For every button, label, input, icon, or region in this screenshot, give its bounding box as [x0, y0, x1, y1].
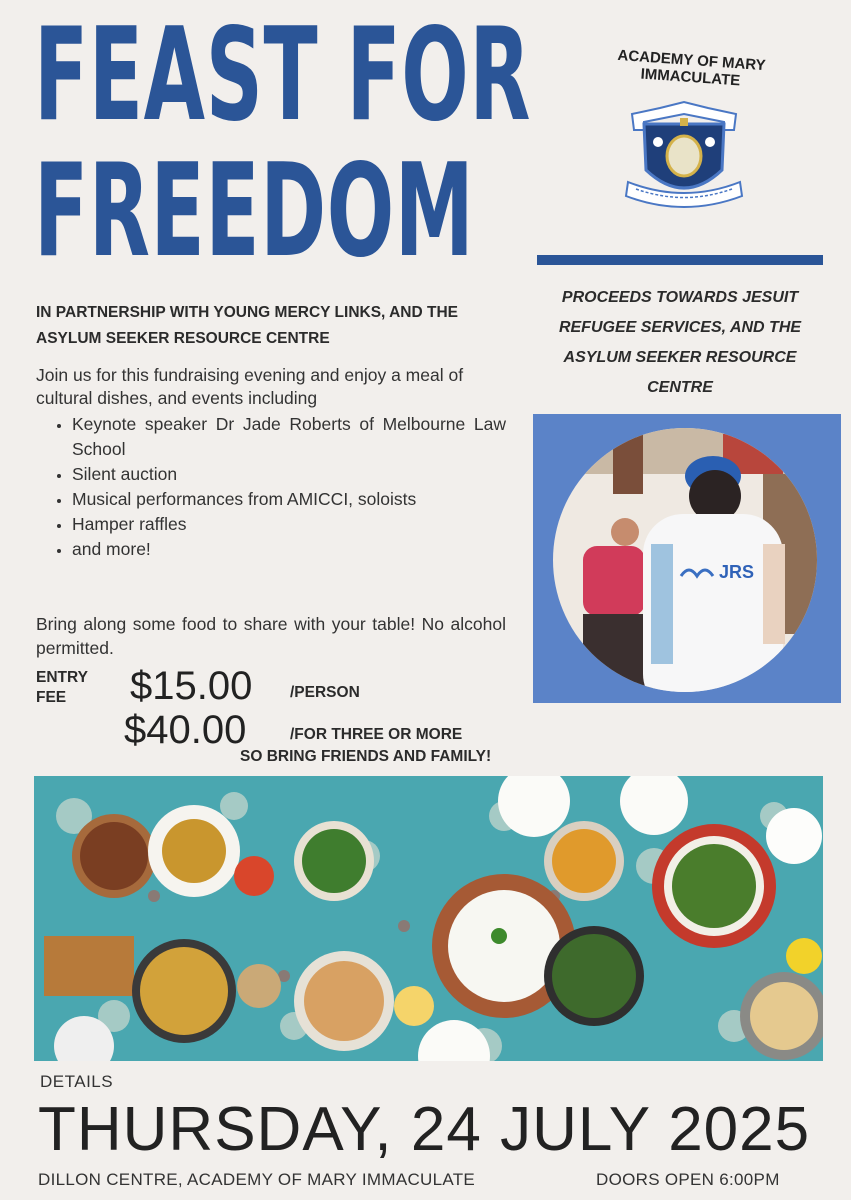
title-line-2: FREEDOM — [34, 137, 475, 286]
event-date: THURSDAY, 24 JULY 2025 — [38, 1095, 811, 1164]
event-item: • and more! — [72, 537, 506, 562]
price-group: $40.00 — [124, 708, 247, 752]
event-title — [34, 1, 532, 286]
jrs-photo-panel — [533, 414, 841, 703]
events-list — [36, 412, 506, 562]
intro-text: Join us for this fundraising evening and enjoy a meal of cultural dishes, and events including — [36, 365, 464, 408]
event-item: • Musical performances from AMICCI, soloists — [72, 487, 506, 512]
entry-label-line-2: FEE — [36, 689, 67, 706]
doors-open-time: DOORS OPEN 6:00PM — [596, 1170, 780, 1189]
price-group-unit: /FOR THREE OR MORE — [290, 726, 463, 743]
jrs-volunteer-photo — [533, 414, 841, 703]
event-item: • Hamper raffles — [72, 512, 506, 537]
event-venue: DILLON CENTRE, ACADEMY OF MARY IMMACULATE — [38, 1170, 476, 1189]
food-table-illustration — [34, 776, 823, 1061]
shared-meal-photo — [34, 776, 823, 1061]
price-per-person: $15.00 — [130, 664, 253, 708]
divider-bar — [537, 255, 823, 265]
entry-fee-label — [36, 668, 88, 708]
title-line-1: FEAST FOR — [34, 1, 532, 150]
bring-food-note: Bring along some food to share with your table! No alcohol permitted. — [36, 614, 506, 658]
partnership-text: IN PARTNERSHIP WITH YOUNG MERCY LINKS, AND THE ASYLUM SEEKER RESOURCE CENTRE — [36, 304, 458, 347]
event-item: • Silent auction — [72, 462, 506, 487]
entry-label-line-1: ENTRY — [36, 669, 88, 686]
school-name: ACADEMY OF MARY IMMACULATE — [617, 46, 767, 90]
jrs-shirt-text: JRS — [719, 562, 755, 582]
school-crest-icon — [624, 100, 744, 212]
price-per-person-unit: /PERSON — [290, 684, 360, 701]
details-label: DETAILS — [40, 1072, 114, 1091]
event-description — [36, 364, 506, 562]
proceeds-text: PROCEEDS TOWARDS JESUIT REFUGEE SERVICES, AND THE ASYLUM SEEKER RESOURCE CENTRE — [558, 289, 802, 396]
event-item: • Keynote speaker Dr Jade Roberts of Melbourne Law School — [72, 412, 506, 462]
friends-tagline: SO BRING FRIENDS AND FAMILY! — [240, 748, 492, 765]
